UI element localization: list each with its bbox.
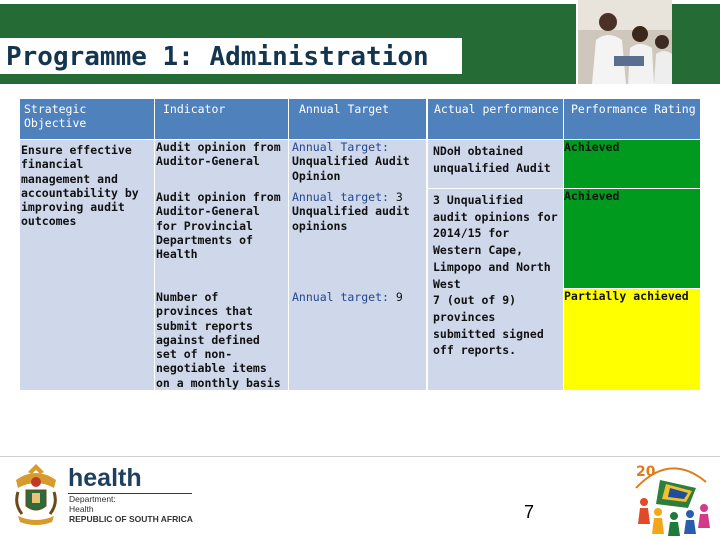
indicator-row-1: Audit opinion from Auditor-General [156, 140, 281, 169]
rating-row-2: Achieved [564, 189, 700, 288]
anniversary-20-years-icon [626, 458, 714, 536]
coat-of-arms-icon [10, 462, 62, 526]
actual-row-1: NDoH obtained unqualified Audit [428, 140, 563, 188]
page-number: 7 [524, 502, 535, 522]
header-annual-target: Annual Target [289, 99, 426, 139]
indicator-column [155, 140, 288, 390]
logo-department [69, 495, 116, 514]
rating-row-3: Partially achieved [564, 289, 700, 390]
health-logo-text: health [68, 464, 142, 492]
logo-country: REPUBLIC OF SOUTH AFRICA [69, 514, 193, 524]
svg-text:20: 20 [636, 464, 656, 480]
performance-table [20, 99, 700, 390]
actual-row-2-3 [428, 189, 563, 390]
strategic-objective-cell: Ensure effective financial management and accountability by improving audit outcomes [20, 140, 154, 390]
target-label-2: Annual target: [292, 190, 389, 204]
target-value-2: Unqualified audit opinions [292, 204, 410, 233]
header-actual-performance: Actual performance [428, 99, 563, 139]
footer-divider [0, 456, 720, 457]
target-number-2: 3 [395, 190, 403, 204]
header-performance-rating: Performance Rating [564, 99, 700, 139]
logo-department-line1: Department: [69, 494, 116, 504]
people-photo [576, 0, 672, 84]
indicator-row-2: Audit opinion from Auditor-General for Provincial Departments of Health [156, 190, 281, 262]
target-number-3: 9 [395, 290, 403, 304]
target-value-1: Unqualified Audit Opinion [292, 154, 410, 183]
header-indicator: Indicator [155, 99, 288, 139]
actual-row-2: 3 Unqualified audit opinions for 2014/15 for Western Cape, Limpopo and North West [433, 193, 558, 291]
header-strategic-objective: Strategic Objective [20, 99, 154, 139]
rating-row-1: Achieved [564, 140, 700, 188]
target-row-2 [292, 190, 424, 233]
annual-target-column [289, 140, 426, 390]
indicator-row-3: Number of provinces that submit reports against defined set of non-negotiable items on a monthly basis [156, 290, 281, 390]
target-label-1: Annual Target: [292, 140, 389, 154]
slide-title: Programme 1: Administration [6, 42, 429, 72]
actual-row-3: 7 (out of 9) provinces submitted signed off reports. [433, 293, 544, 358]
target-row-1 [292, 140, 424, 183]
logo-department-line2: Health [69, 503, 94, 514]
target-label-3: Annual target: [292, 290, 389, 304]
target-row-3 [292, 290, 424, 304]
